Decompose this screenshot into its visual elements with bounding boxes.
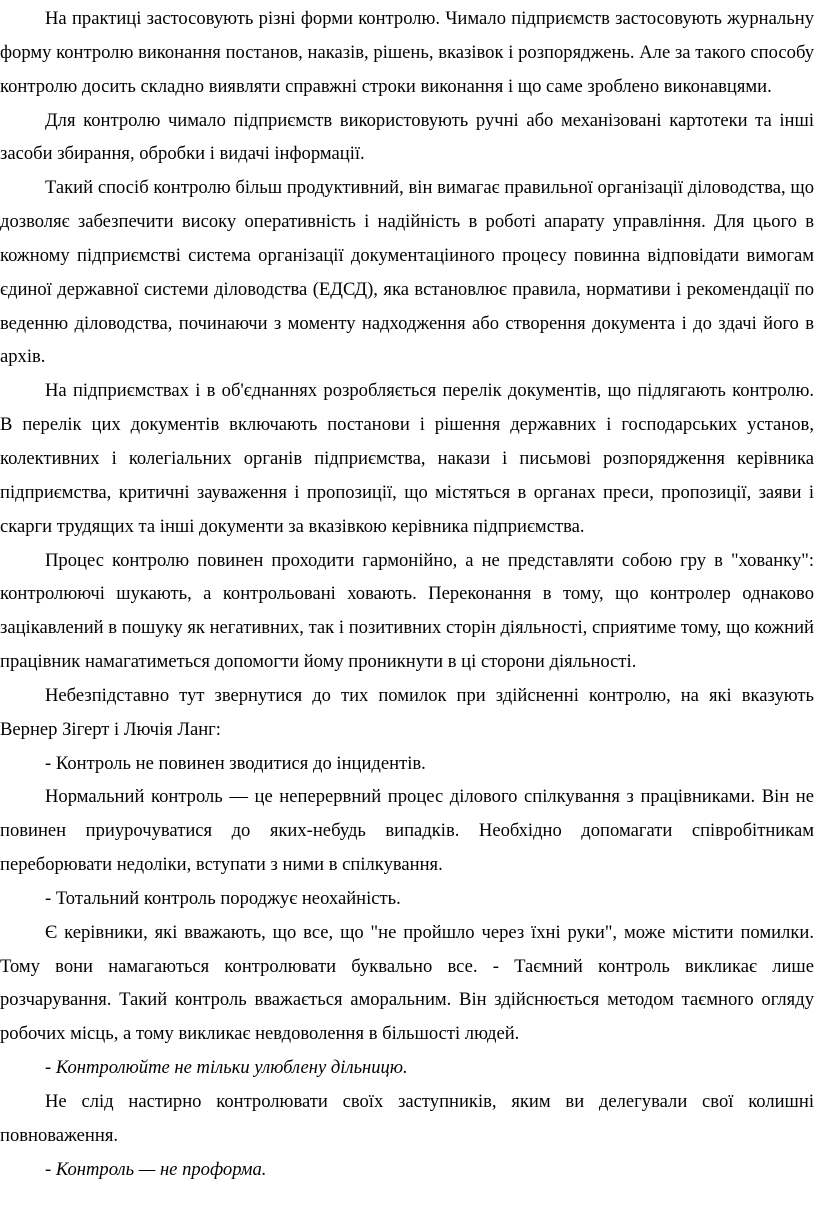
paragraph: На підприємствах і в об'єднаннях розробляється перелік документів, що підлягають контролю. В перелік цих документів включають постанови і рішення державних і господарських установ, колективних і колегіальних органів підприємства, накази і письмові розпорядження керівника підприємства, критичні зауваження і пропозиції, що містяться в органах преси, пропозиції, заяви і скарги трудящих та інші документи за вказівкою керівника підприємства. bbox=[0, 380, 814, 537]
paragraph: Нормальний контроль — це неперервний процес ділового спілкування з працівниками. Він не повинен приурочуватися до яких-небудь випадків. Необхідно допомагати співробітникам переборювати недоліки, вступати з ними в спілкування. bbox=[0, 786, 814, 876]
italic-list-item bbox=[0, 1051, 816, 1085]
paragraph: Не слід настирно контролювати своїх заступників, яким ви делегували свої колишні повноваження. bbox=[0, 1091, 814, 1146]
paragraph: Для контролю чимало підприємств використовують ручні або механізовані картотеки та інші засоби збирання, обробки і видачі інформації. bbox=[0, 109, 814, 165]
paragraph: Є керівники, які вважають, що все, що "не пройшло через їхні руки", може містити помилки. Тому вони намагаються контролювати буквально все. - Таємний контроль викликає лише розчарування. Такий контроль вважається аморальним. Він здійснюється методом таємного огляду робочих місць, а тому викликає невдоволення в більшості людей. bbox=[0, 921, 814, 1045]
italic-list-item bbox=[0, 1153, 816, 1187]
paragraph: Такий спосіб контролю більш продуктивний, він вимагає правильної організації діловодства, що дозволяє забезпечити високу оперативність і надійність в роботі апарату управління. Для цього в кожному підприємстві система організації документаціиного процесу повинна відповідати вимогам єдиної державної системи діловодства (ЕДСД), яка встановлює правила, нормативи і рекомендації по веденню діловодства, починаючи з моменту надходження або створення документа і до здачі його в архів. bbox=[0, 177, 814, 368]
list-dash: - bbox=[45, 1057, 56, 1079]
list-dash: - bbox=[45, 1158, 56, 1180]
paragraph: Процес контролю повинен проходити гармонійно, а не представляти собою гру в "хованку": контролюючі шукають, а контрольовані ховають. Переконання в тому, що контролер однаково зацікавлений в пошуку як негативних, так і позитивних сторін діяльності, сприятиме тому, що кожний працівник намагатиметься допомогти йому проникнути в ці сторони діяльності. bbox=[0, 549, 814, 673]
paragraph: На практиці застосовують різні форми контролю. Чимало підприємств застосовують журнальну форму контролю виконання постанов, наказів, рішень, вказівок і розпоряджень. Але за такого способу контролю досить складно виявляти справжні строки виконання і що саме зроблено виконавцями. bbox=[0, 8, 814, 97]
italic-text: Контролюйте не тільки улюблену дільницю. bbox=[55, 1057, 408, 1079]
paragraph: Небезпідставно тут звернутися до тих помилок при здійсненні контролю, на які вказують Вернер Зігерт і Лючія Ланг: bbox=[0, 684, 814, 740]
list-item: - Тотальний контроль породжує неохайність. bbox=[45, 887, 401, 909]
list-item: - Контроль не повинен зводитися до інцидентів. bbox=[45, 752, 426, 774]
italic-text: Контроль — не проформа. bbox=[55, 1158, 267, 1180]
